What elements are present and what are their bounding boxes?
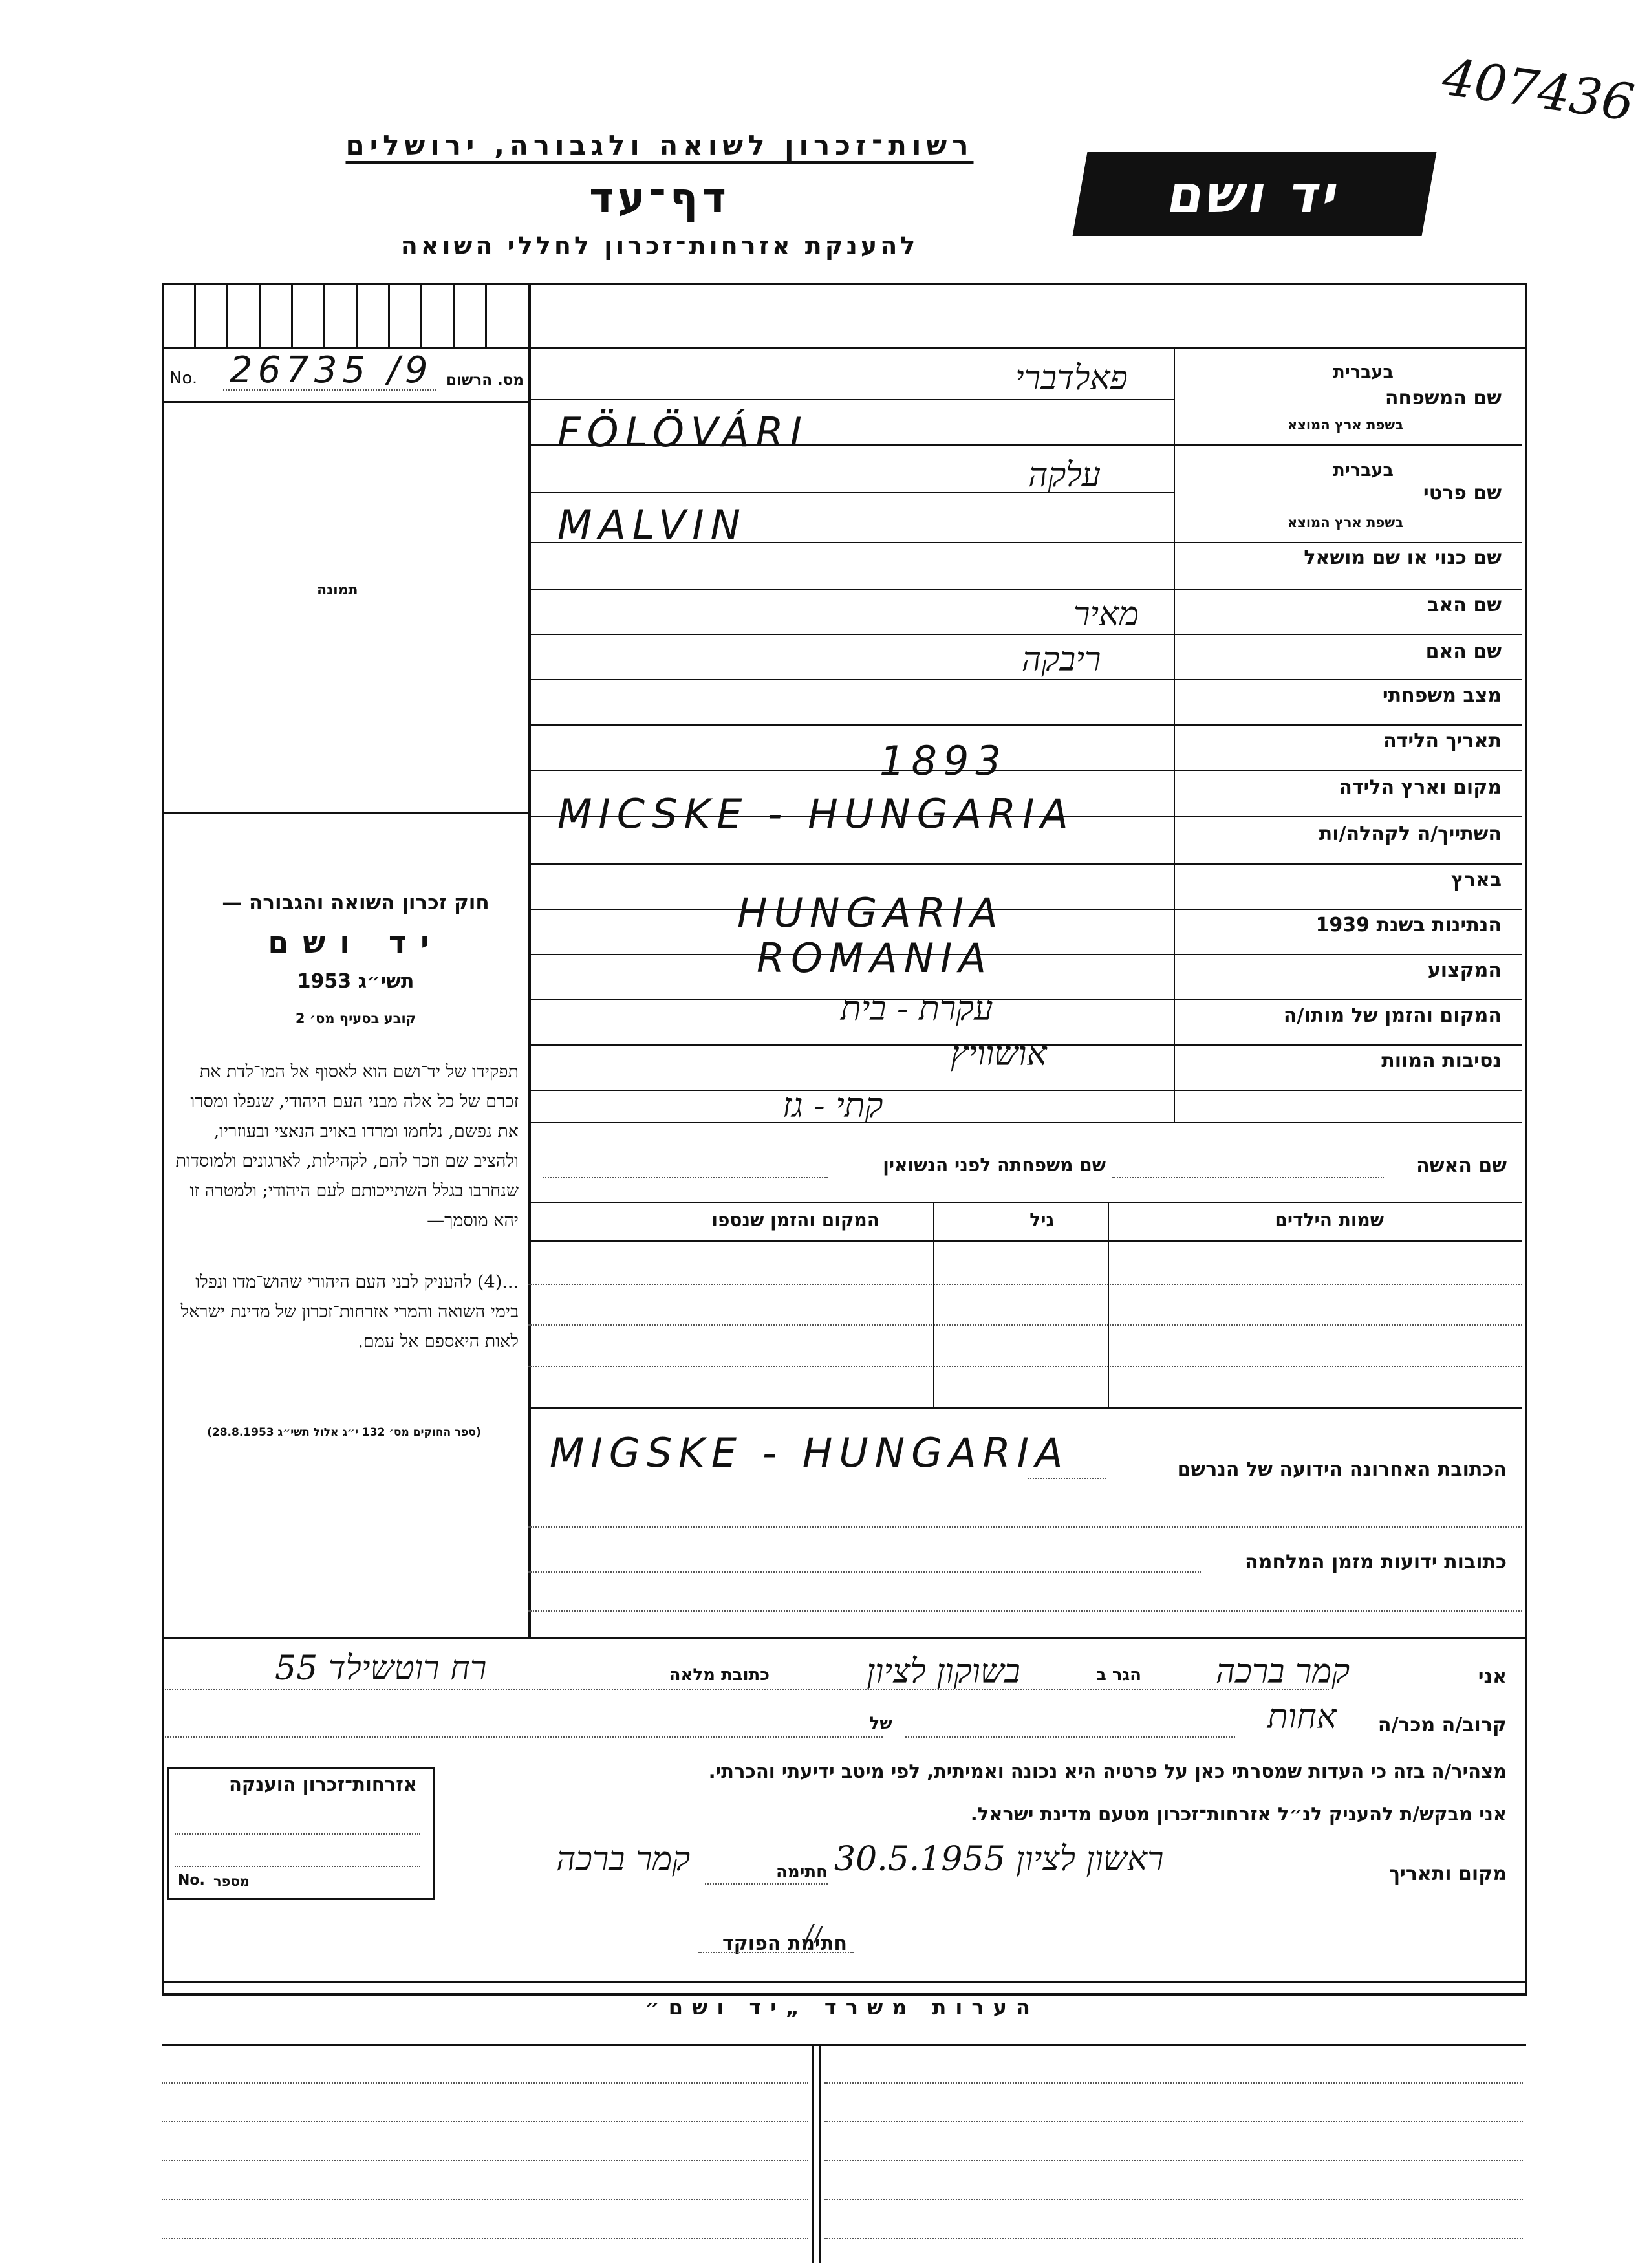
- declaration-request: אני מבקש/ת להעניק לנ״ל אזרחות־זכרון מטעם מדינת ישראל.: [970, 1803, 1507, 1825]
- office-remarks-title: הערות משרד „יד ושם״: [645, 1995, 1039, 2020]
- relation-value: אחות: [1267, 1698, 1337, 1736]
- birthplace-label: מקום וארץ הלידה: [1339, 776, 1502, 799]
- law-title: חוק זכרון השואה והגבורה —: [222, 891, 490, 914]
- signature-label: חתימה: [776, 1863, 828, 1882]
- place-date-value: ראשון לציון 30.5.1955: [834, 1840, 1164, 1879]
- law-paragraph-1: תפקידו של יד־ושם הוא לאסוף אל המו־לדת את זכרם של כל אלה מבני העם היהודי, שנפלו ומסרו את נפשם, נלחמו ומרדו באויב הנאצי ובעוזריו, ולהציב שם וזכר להם, לקהילות, לארגונים ולמוסדות שנחרבו בגלל השתייכותם לעם היהודי; ולמטרה זו יהא מוסמך—: [175, 1062, 519, 1231]
- address-label: כתובת מלאה: [669, 1665, 770, 1685]
- maiden-name-label: שם משפחתה לפני הנשואין: [883, 1154, 1106, 1176]
- residing-label: הגר ב: [1095, 1665, 1141, 1685]
- declaration-i-label: אני: [1478, 1665, 1507, 1688]
- of-label: של: [869, 1714, 892, 1733]
- registration-label: מס. הרשום: [446, 372, 524, 389]
- law-year: תשי״ג 1953: [297, 970, 415, 993]
- spouse-label: שם האשה: [1416, 1154, 1507, 1177]
- father-label: שם האב: [1427, 594, 1502, 616]
- children-age-header: גיל: [1029, 1209, 1054, 1231]
- last-address-value: MIGSKE - HUNGARIA: [550, 1429, 1070, 1476]
- death-cause-label: נסיבות המוות: [1381, 1050, 1502, 1072]
- mother-label: שם האם: [1425, 640, 1502, 663]
- children-place-header: המקום והזמן שנספו: [711, 1209, 879, 1231]
- death-place-label: המקום והזמן של מותו/ה: [1283, 1004, 1502, 1027]
- first-name-label: שם פרטי: [1423, 482, 1502, 504]
- wartime-address-label: כתובות ידועות מזמן המלחמה: [1245, 1551, 1507, 1573]
- registration-number: 26735 /9: [230, 349, 433, 391]
- birthdate-value: 1893: [879, 737, 1008, 784]
- first-name-hebrew: עלקה: [1028, 456, 1101, 495]
- page-subtitle: להענקת אזרחות־זכרון לחללי השואה: [400, 232, 919, 260]
- declarant-name: קמר ברכה: [1216, 1652, 1350, 1691]
- family-name-hebrew: פאלדברי: [1015, 359, 1128, 398]
- community-label: השתייך/ה לקהלה/ות: [1319, 823, 1502, 845]
- first-name-hebrew-label: בעברית: [1333, 460, 1394, 481]
- law-paragraph-2: ...(4) להעניק לבני העם היהודי שהוש־מדו ונפלו בימי השואה והמרי אזרחות־זכרון של מדינת ישראל לאות היאספם אל עמם.: [180, 1272, 519, 1352]
- certificate-box-title: אזרחות־זכרון הוענקה: [228, 1773, 417, 1795]
- family-name-origin-label: בשפת ארץ המוצא: [1287, 417, 1403, 433]
- family-name-hebrew-label: בעברית: [1333, 362, 1394, 382]
- law-section: קובע בסעיף מס׳ 2: [295, 1011, 416, 1026]
- registration-dots: [223, 389, 436, 391]
- registration-no-label: No.: [169, 369, 198, 388]
- marital-label: מצב משפחתי: [1382, 684, 1502, 707]
- nickname-label: שם כנוי או שם מושאל: [1304, 546, 1502, 569]
- signature-value: קמר ברכה: [556, 1840, 691, 1879]
- mother-value: ריבקה: [1022, 640, 1101, 679]
- photo-label: תמונה: [317, 582, 358, 598]
- family-name-origin: FÖLÖVÁRI: [557, 409, 808, 456]
- officer-signature-label: חתימת הפוקד: [722, 1932, 847, 1955]
- relative-label: קרוב/ה מכר/ה: [1377, 1714, 1507, 1736]
- family-name-label: שם המשפחה: [1385, 387, 1502, 409]
- father-value: מאיר: [1073, 595, 1139, 634]
- country-label: בארץ: [1450, 869, 1502, 891]
- first-name-origin-label: בשפת ארץ המוצא: [1287, 515, 1403, 530]
- first-name-origin: MALVIN: [557, 501, 748, 548]
- profession-value: עקרת - בית: [841, 989, 993, 1028]
- archive-number: 407436: [1439, 48, 1638, 133]
- logo-text: יד ושם: [1163, 164, 1346, 224]
- birthdate-label: תאריך הלידה: [1383, 729, 1502, 752]
- place-date-label: מקום ותאריך: [1388, 1863, 1507, 1885]
- country-value: HUNGARIA: [737, 889, 1004, 936]
- birthplace-value: MICSKE - HUNGARIA: [557, 790, 1075, 837]
- residing-city: בשוקון לציון: [867, 1652, 1020, 1691]
- death-place-value: אושוויץ: [951, 1035, 1047, 1074]
- certificate-number-label: מספר: [213, 1874, 250, 1889]
- certificate-no-label: No.: [178, 1872, 205, 1888]
- authority-line: רשות־זכרון לשואה ולגבורה, ירושלים: [345, 129, 974, 161]
- law-name: יד ושם: [268, 925, 444, 960]
- citizenship-label: הנתינות בשנת 1939: [1315, 914, 1502, 936]
- last-address-label: הכתובת האחרונה הידועה של הנרשם: [1177, 1458, 1507, 1481]
- children-names-header: שמות הילדים: [1275, 1209, 1384, 1231]
- profession-label: המקצוע: [1427, 959, 1502, 982]
- death-cause-value: קתי - גז: [782, 1086, 883, 1125]
- page-title: דף־עד: [589, 175, 730, 222]
- citizenship-value: ROMANIA: [757, 934, 993, 982]
- full-address: רח רוטשילד 55: [275, 1649, 487, 1688]
- yad-vashem-logo: [1073, 152, 1437, 236]
- declaration-statement: מצהיר/ה בזה כי העדות שמסרתי כאן על פרטיה היא נכונה ואמיתית, לפי מיטב ידיעתי והכרתי.: [708, 1760, 1507, 1782]
- law-citation: (ספר החוקים מס׳ 132 י״ג אלול תשי״ג 28.8.1953): [207, 1426, 481, 1439]
